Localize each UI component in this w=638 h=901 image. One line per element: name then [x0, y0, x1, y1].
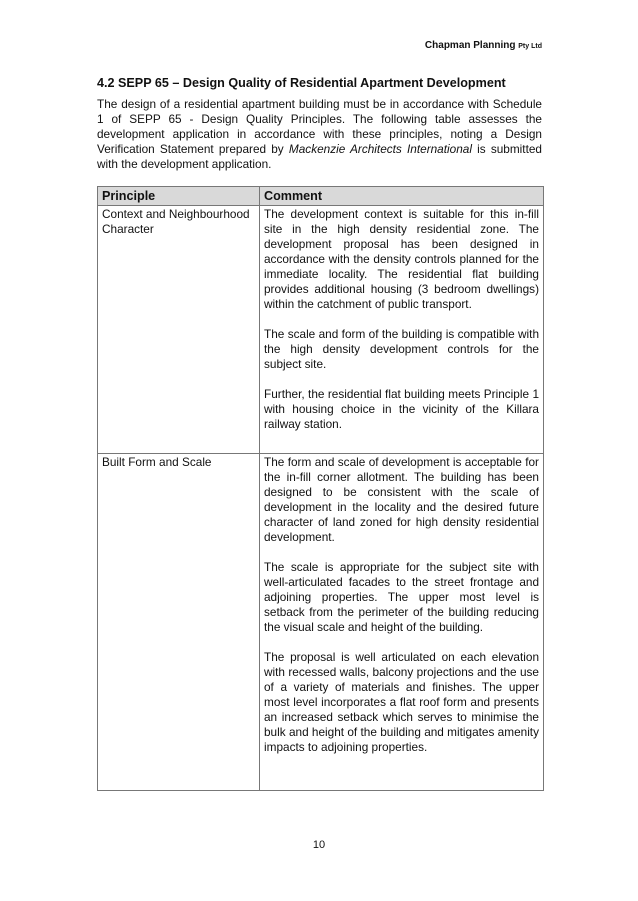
principle-cell: Built Form and Scale: [98, 454, 260, 791]
comment-paragraph: The scale is appropriate for the subject site with well-articulated facades to the street frontage and adjoining properties. The upper most level is setback from the perimeter of the building reducing the visual scale and height of the building.: [264, 560, 539, 634]
column-header-comment: Comment: [260, 187, 544, 206]
principles-table: [97, 186, 544, 791]
intro-text-start: The design of a residential apartment building must be in accordance with Schedule 1 of SEPP 65 - Design Quality Principles. The following table assesses the development application in accordance with these principles, noting a Design Verification Statement prepared by: [97, 97, 542, 156]
comment-cell: [260, 454, 544, 791]
page-number: 10: [312, 839, 326, 851]
comment-paragraph: The scale and form of the building is compatible with the high density development controls for the subject site.: [264, 327, 539, 371]
table-row: [98, 454, 544, 791]
comment-paragraph: The proposal is well articulated on each elevation with recessed walls, balcony projections and the use of a variety of materials and finishes. The upper most level incorporates a flat roof form and presents an increased setback which serves to minimise the bulk and height of the building and mitigates amenity impacts to adjoining properties.: [264, 650, 539, 754]
company-name: Chapman Planning: [424, 40, 516, 51]
intro-paragraph: [97, 97, 542, 172]
intro-text-end: is submitted with the development application.: [97, 142, 542, 171]
company-suffix: Pty Ltd: [518, 43, 542, 50]
comment-paragraph: Further, the residential flat building meets Principle 1 with housing choice in the vicinity of the Killara railway station.: [264, 387, 539, 431]
section-heading: 4.2 SEPP 65 – Design Quality of Residential Apartment Development: [97, 76, 506, 90]
table-row: [98, 206, 544, 454]
comment-cell: [260, 206, 544, 454]
page-header: [425, 40, 542, 51]
intro-architect-name: Mackenzie Architects International: [288, 142, 472, 156]
principle-cell: Context and Neighbourhood Character: [98, 206, 260, 454]
table-header-row: [98, 187, 544, 206]
comment-paragraph: The form and scale of development is acceptable for the in-fill corner allotment. The building has been designed to be consistent with the scale of development in the locality and the desired future character of land zoned for high density residential development.: [264, 455, 539, 544]
comment-paragraph: The development context is suitable for this in-fill site in the high density residential zone. The development proposal has been designed in accordance with the density controls planned for the immediate locality. The residential flat building provides additional housing (3 bedroom dwellings) within the catchment of public transport.: [264, 207, 539, 311]
column-header-principle: Principle: [98, 187, 260, 206]
